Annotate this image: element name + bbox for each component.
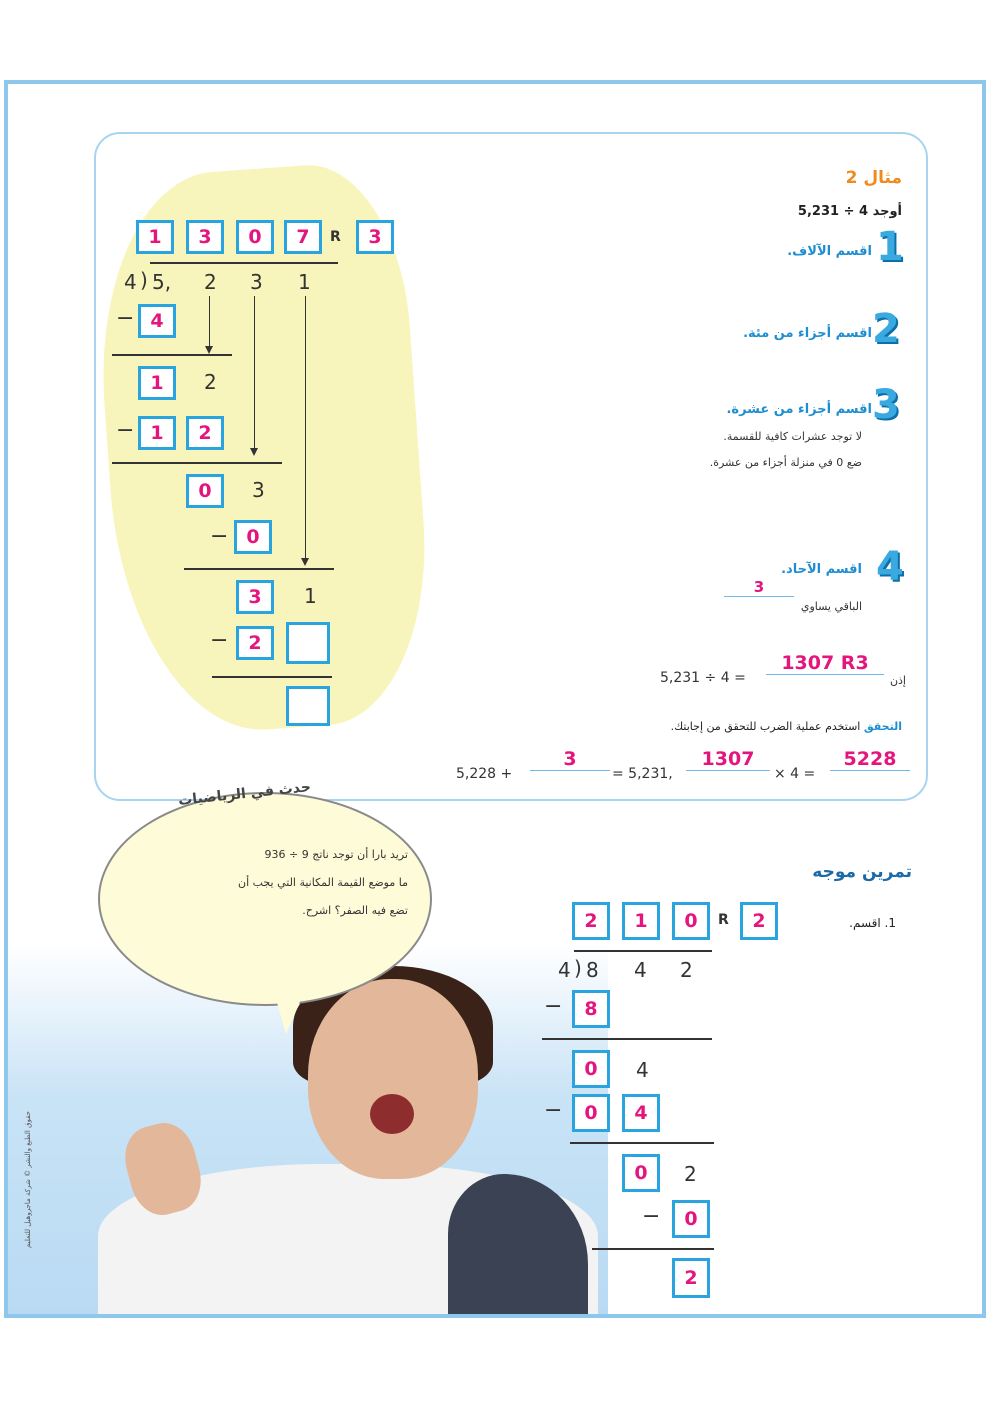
dividend-digit: 1 <box>298 270 311 294</box>
guided-bring-down-digit: 4 <box>636 1058 649 1082</box>
prompt-word: أوجد <box>872 204 902 219</box>
step-2-text: اقسم أجزاء من مئة. <box>743 326 872 341</box>
minus-sign: − <box>544 994 563 1019</box>
quotient-digit-box: 3 <box>186 220 224 254</box>
guided-dividend-digit: 4 <box>634 958 647 982</box>
result-word: إذن <box>889 674 906 687</box>
dividend-digit: 5, <box>152 270 172 294</box>
guided-item-label: 1. اقسم. <box>849 916 896 930</box>
check-multiply: × 4 = <box>774 766 816 782</box>
guided-quotient-box: 2 <box>572 902 610 940</box>
minus-sign: − <box>116 306 135 331</box>
copyright-note: حقوق الطبع والنشر © شركة ماجروهيل للتعليم <box>24 1111 32 1248</box>
minus-sign: − <box>544 1098 563 1123</box>
quotient-digit-box: 1 <box>136 220 174 254</box>
subtract-box: 2 <box>186 416 224 450</box>
guided-bring-down-box: 0 <box>572 1050 610 1088</box>
guided-final-remainder-box: 2 <box>672 1258 710 1298</box>
subtract-box: 0 <box>234 520 272 554</box>
minus-sign: − <box>210 628 229 653</box>
guided-subtraction-line <box>542 1038 712 1040</box>
guided-remainder-box: 2 <box>740 902 778 940</box>
guided-subtract-box: 0 <box>572 1094 610 1132</box>
remainder-label: الباقي يساوي <box>800 600 862 613</box>
minus-sign: − <box>642 1204 661 1229</box>
step-3-note-2: ضع 0 في منزلة أجزاء من عشرة. <box>709 456 862 469</box>
subtraction-line <box>184 568 334 570</box>
quotient-digit-box: 0 <box>236 220 274 254</box>
example-title: مثال 2 <box>845 168 902 188</box>
example-prompt <box>798 204 902 219</box>
dividend-digit: 3 <box>250 270 263 294</box>
division-bracket: ) <box>140 268 148 292</box>
bring-down-arrow <box>254 296 255 448</box>
speech-bubble-tail <box>266 964 316 1034</box>
remainder-label: R <box>330 229 341 245</box>
empty-remainder-box[interactable] <box>286 686 330 726</box>
check-text: استخدم عملية الضرب للتحقق من إجابتك. <box>670 720 861 733</box>
minus-sign: − <box>210 524 229 549</box>
check-sum-right: = 5,231, <box>612 766 673 782</box>
guided-division-bar <box>574 950 712 952</box>
bring-down-arrow-head <box>301 558 309 566</box>
check-sum-left: 5,228 + <box>456 766 513 782</box>
guided-bring-down-box: 0 <box>622 1154 660 1192</box>
step-1-text: اقسم الآلاف. <box>787 244 872 259</box>
guided-subtraction-line <box>592 1248 714 1250</box>
result-expression: 5,231 ÷ 4 = <box>660 670 746 686</box>
step-2-number: 2 <box>872 306 900 352</box>
bring-down-arrow-head <box>205 346 213 354</box>
step-4-number: 4 <box>876 544 904 590</box>
guided-r-label: R <box>718 912 729 928</box>
check-label: التحقق <box>863 720 902 733</box>
remainder-answer: 3 <box>724 578 794 597</box>
bring-down-arrow <box>209 296 210 346</box>
guided-title: تمرين موجه <box>812 862 912 882</box>
bring-down-arrow <box>305 296 306 558</box>
guided-dividend-digit: 2 <box>680 958 693 982</box>
guided-subtract-box: 8 <box>572 990 610 1028</box>
quotient-digit-box: 7 <box>284 220 322 254</box>
guided-quotient-box: 0 <box>672 902 710 940</box>
step-4-text: اقسم الآحاد. <box>781 562 862 577</box>
step-1-number: 1 <box>876 224 904 270</box>
check-remainder-answer: 3 <box>530 748 610 771</box>
subtraction-line <box>212 676 332 678</box>
bring-down-digit: 1 <box>304 584 317 608</box>
subtraction-line <box>112 354 232 356</box>
subtract-box: 4 <box>138 304 176 338</box>
bring-down-box: 0 <box>186 474 224 508</box>
check-quotient-answer: 1307 <box>686 748 770 771</box>
step-3-text: اقسم أجزاء من عشرة. <box>726 402 872 417</box>
prompt-expr: 5,231 ÷ 4 <box>797 204 869 219</box>
guided-divisor: 4 <box>558 958 571 982</box>
page-frame <box>4 80 986 1318</box>
divisor: 4 <box>124 270 137 294</box>
bring-down-box: 1 <box>138 366 176 400</box>
quotient-remainder-box: 3 <box>356 220 394 254</box>
guided-dividend-digit: 8 <box>586 958 599 982</box>
guided-quotient-box: 1 <box>622 902 660 940</box>
check-line <box>671 720 902 733</box>
girl-mouth <box>370 1094 414 1134</box>
result-answer: 1307 R3 <box>766 652 884 675</box>
guided-subtract-box: 0 <box>672 1200 710 1238</box>
check-product-answer: 5228 <box>830 748 910 771</box>
guided-subtraction-line <box>570 1142 714 1144</box>
bring-down-box: 3 <box>236 580 274 614</box>
girl-face <box>308 979 478 1179</box>
step-3-note-1: لا توجد عشرات كافية للقسمة. <box>723 430 862 443</box>
guided-subtract-box: 4 <box>622 1094 660 1132</box>
bring-down-digit: 3 <box>252 478 265 502</box>
bubble-title: حدث في الرياضيات <box>177 779 312 809</box>
bring-down-arrow-head <box>250 448 258 456</box>
guided-bring-down-digit: 2 <box>684 1162 697 1186</box>
empty-answer-box[interactable] <box>286 622 330 664</box>
guided-bracket: ) <box>574 956 582 980</box>
subtraction-line <box>112 462 282 464</box>
bubble-line-3: تضع فيه الصفر؟ اشرح. <box>302 904 408 917</box>
bubble-line-2: ما موضع القيمة المكانية التي يجب أن <box>237 876 408 889</box>
subtract-box: 2 <box>236 626 274 660</box>
bring-down-digit: 2 <box>204 370 217 394</box>
minus-sign: − <box>116 418 135 443</box>
dividend-digit: 2 <box>204 270 217 294</box>
step-3-number: 3 <box>872 382 900 428</box>
bubble-line-1: تريد بارا أن توجد ناتج 9 ÷ 936 <box>264 848 408 861</box>
speech-bubble <box>98 792 432 1006</box>
subtract-box: 1 <box>138 416 176 450</box>
division-bar <box>150 262 338 264</box>
